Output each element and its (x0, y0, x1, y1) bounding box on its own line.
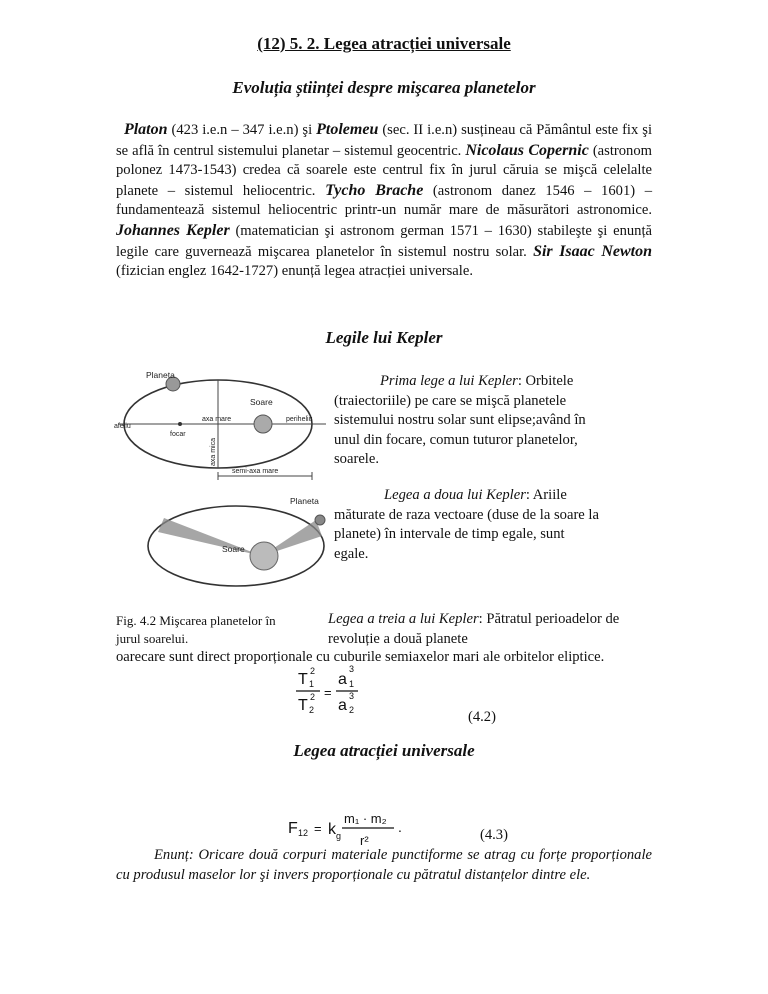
subtitle: Evoluția științei despre mişcarea planetelor (232, 78, 536, 97)
equation-label-4-2: (4.2) (468, 709, 496, 725)
law3-body-1: : Pătratul perioadelor de revoluție a două planete (328, 611, 620, 647)
name-kepler: Johannes Kepler (116, 221, 230, 239)
swept-area-left (158, 518, 262, 556)
formula-a1-sub: 1 (349, 679, 355, 689)
planet-body-2 (315, 515, 325, 525)
formula-k: k (328, 821, 336, 838)
law1-body: : Orbitele (traiectoriile) pe care se mişcă planetele sistemului nostru solar sunt elipse;având în unul din focare, comun tuturor planetelor, soarele. (334, 373, 586, 468)
label-axa-mica: axa mica (210, 437, 217, 466)
label-semi-axa: semi-axa mare (232, 468, 279, 475)
label-planeta: Planeta (146, 370, 175, 380)
formula-T1: T (298, 671, 308, 688)
formula-a2: a (338, 697, 347, 714)
law1-title: Prima lege a lui Kepler (380, 373, 518, 389)
law2-body: : Ariile măturate de raza vectoare (duse de la soare la planete) în intervale de timp egale, sunt egale. (334, 487, 599, 562)
formula-dot: . (398, 819, 402, 835)
name-ptolemeu: Ptolemeu (316, 121, 379, 138)
intro-paragraph (116, 120, 652, 282)
formula-F-sub: 12 (298, 828, 309, 838)
orbit-diagram (114, 364, 330, 484)
label-soare: Soare (250, 397, 273, 407)
kepler-heading: Legile lui Kepler (325, 328, 443, 347)
formula-a1-sup: 3 (349, 664, 355, 674)
swept-area-diagram (142, 490, 330, 594)
formula-a1: a (338, 671, 347, 688)
law3-line1 (328, 610, 646, 649)
name-copernic: Nicolaus Copernic (465, 141, 589, 159)
intro-text-4: (astronom danez 1546 – 1601) – fundamentează sistemul heliocentric printr-un număr mare de măsurători astronomice. (116, 182, 653, 219)
law2-title: Legea a doua lui Kepler (384, 487, 526, 503)
gravity-heading: Legea atracției universale (293, 741, 475, 760)
equation-label-4-3: (4.3) (480, 827, 508, 843)
formula-T1-sup: 2 (310, 666, 316, 676)
intro-text-3: (astronom polonez 1473-1543) credea că soarele este centrul fix în jurul căruia se mişcă celelalte planete – sistemul heliocentric. (116, 142, 652, 199)
law1-text (334, 372, 606, 470)
formula-T2-sup: 2 (310, 692, 316, 702)
label-planeta-2: Planeta (290, 496, 319, 506)
formula-equals: = (324, 685, 332, 700)
formula-F: F (288, 820, 298, 837)
formula-kepler3 (294, 662, 364, 722)
law3-line2: oarecare sunt direct proporționale cu cuburile semiaxelor mari ale orbitelor eliptice. (116, 649, 605, 665)
intro-text-6: (fizician englez 1642-1727) enunță legea atracției universale. (116, 263, 473, 280)
formula-denominator: r² (360, 833, 369, 848)
label-soare-2: Soare (222, 544, 245, 554)
sun-body-2 (250, 542, 278, 570)
formula-equals-2: = (314, 821, 322, 836)
name-newton: Sir Isaac Newton (533, 242, 653, 260)
label-afeliu: afeliu (114, 423, 131, 430)
formula-a2-sub: 2 (349, 705, 355, 715)
law3-title: Legea a treia a lui Kepler (328, 611, 479, 627)
label-axa-mare: axa mare (202, 416, 232, 423)
name-platon: Platon (123, 121, 168, 138)
formula-T1-sub: 1 (309, 679, 315, 689)
law-statement: Enunț: Oricare două corpuri materiale punctiforme se atrag cu forțe proporționale cu produsul maselor lor şi invers proporționale cu pătratul distanțelor dintre ele. (116, 847, 652, 883)
intro-text-5: (matematician şi astronom german 1571 – 1630) stabileşte şi enunță legile care guvernează mişcarea planetelor în sistemul nostru solar. (116, 222, 652, 260)
law2-text (334, 486, 600, 564)
figure-caption-line1: Fig. 4.2 Mişcarea planetelor în (116, 613, 276, 628)
intro-text-1: (423 i.e.n – 347 i.e.n) şi (167, 122, 317, 138)
label-focar: focar (170, 431, 186, 438)
figure-caption-line2: jurul soarelui. (116, 631, 189, 646)
label-periheliu: periheliu (286, 416, 313, 423)
formula-a2-sup: 3 (349, 691, 355, 701)
section-title: (12) 5. 2. Legea atracției universale (257, 34, 511, 53)
formula-numerator: m₁ · m₂ (344, 811, 387, 826)
formula-T2: T (298, 697, 308, 714)
intro-text-2: (sec. II i.e.n) susțineau că Pământul este fix şi se află în centrul sistemului planetar – sistemul geocentric. (116, 122, 652, 159)
sun-body (254, 415, 272, 433)
name-brache: Tycho Brache (325, 181, 424, 199)
formula-k-sub: g (336, 831, 342, 841)
focus-point (178, 422, 182, 426)
formula-T2-sub: 2 (309, 705, 315, 715)
